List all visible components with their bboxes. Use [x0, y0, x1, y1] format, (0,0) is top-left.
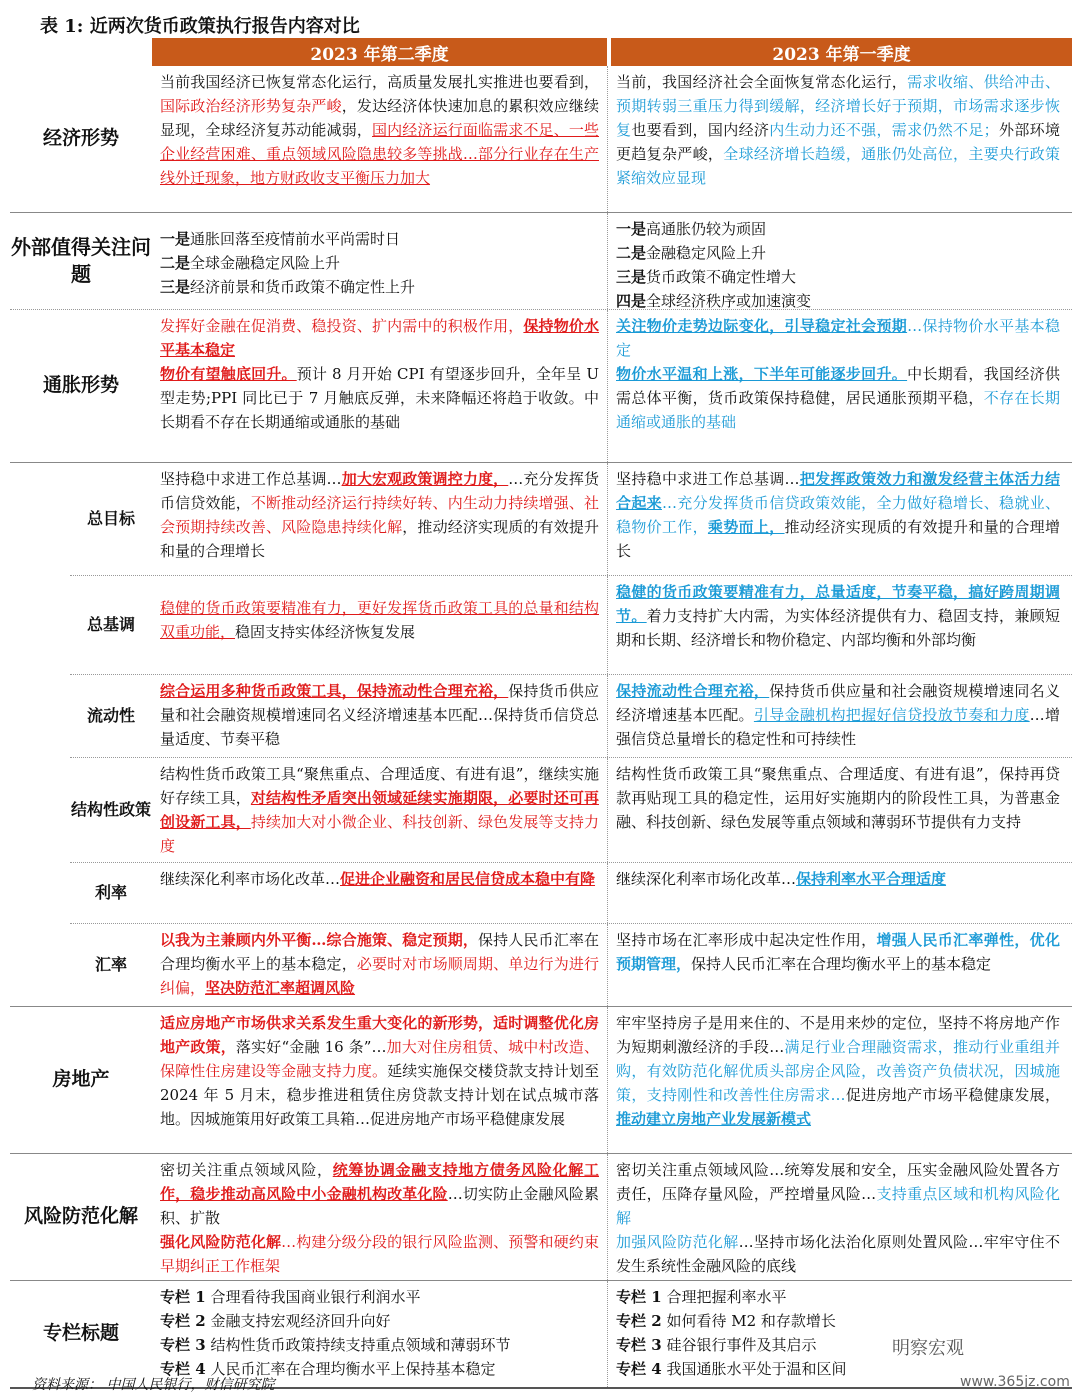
row-label: 总目标	[86, 508, 135, 528]
cell-q2	[152, 1281, 608, 1387]
text-segment: 内生动力还不强，需求仍然不足；	[769, 121, 999, 139]
cell-q2	[152, 675, 608, 757]
row-label: 专栏标题	[42, 1322, 119, 1345]
cell-q2	[152, 924, 608, 1006]
text-segment: 物价水平温和上涨，下半年可能逐步回升。	[616, 365, 908, 383]
row-external	[10, 213, 1072, 310]
text-segment: …增强信贷总量增长的稳定性和可持续性	[616, 706, 1060, 748]
text-segment: 促进房地产市场平稳健康发展，	[845, 1086, 1060, 1104]
list-item: 二是金融稳定风险上升	[616, 244, 767, 262]
table-header	[10, 38, 1072, 66]
row-structural	[70, 758, 1072, 863]
text-segment: 满足行业合理融资需求，推动行业重组并购，有效防范化解优质头部房企风险，改善资产负债状况，因城施策，支持刚性和改善性住房需求…	[616, 1038, 1060, 1104]
text-segment: 保持货币供应量和社会融资规模增速同名义经济增速基本匹配…保持货币信贷总量适度、节奏平稳	[160, 682, 599, 748]
cell-q1	[608, 1154, 1068, 1280]
cell-q2	[152, 66, 608, 212]
row-goal	[70, 463, 1072, 576]
text-segment: 关注物价走势边际变化，引导稳定社会预期	[616, 317, 908, 335]
text-segment: 结构性货币政策工具“聚焦重点、合理适度、有进有退”，继续实施好存续工具，	[160, 765, 599, 807]
text-segment: …切实防止金融风险累积、扩散	[160, 1185, 599, 1227]
text-segment: 强化风险防范化解	[160, 1233, 282, 1251]
cell-q1	[608, 675, 1068, 757]
text-segment: 当前，我国经济社会全面恢复常态化运行，	[616, 73, 908, 91]
list-item: 三是货币政策不确定性增大	[616, 268, 797, 286]
text-segment: …充分发挥货币信贷政策效能，全力做好稳增长、稳就业、稳物价工作，	[616, 494, 1060, 536]
row-tone	[70, 576, 1072, 675]
row-rate	[70, 863, 1072, 924]
cell-q2	[152, 1154, 608, 1280]
text-segment: 统筹协调金融支持地方债务风险化解工作，稳步推动高风险中小金融机构改革化险	[160, 1161, 599, 1203]
text-segment: 延续实施保交楼贷款支持计划至 2024 年 5 月末，稳步推进租赁住房贷款支持计划在试点城市落地。因城施策用好政策工具箱…促进房地产市场平稳健康发展	[160, 1062, 599, 1128]
text-segment: 预计 8 月开始 CPI 有望逐步回升，全年呈 U 型走势;PPI 同比已于 7 月触底反弹，未来降幅还将趋于收敛。中长期看不存在长期通缩或通胀的基础	[160, 365, 599, 431]
text-segment: 不断推动经济运行持续好转、内生动力持续增强、社会预期持续改善、风险隐患持续化解	[160, 494, 599, 536]
text-segment: 坚持稳中求进工作总基调…	[160, 470, 342, 488]
list-item: 一是通胀回落至疫情前水平尚需时日	[160, 230, 401, 248]
row-label: 流动性	[86, 705, 135, 725]
text-segment: 落实好“金融 16 条”…	[235, 1038, 387, 1056]
text-segment: 加大宏观政策调控力度，	[341, 470, 509, 488]
column-title: 专栏 2 金融支持宏观经济回升向好	[160, 1312, 391, 1330]
row-inflation	[10, 310, 1072, 463]
text-segment: 保持物价水平基本稳定	[160, 317, 599, 359]
text-segment: 促进企业融资和居民信贷成本稳中有降	[340, 870, 596, 888]
text-segment: 综合运用多种货币政策工具，保持流动性合理充裕，	[160, 682, 509, 700]
header-q1: 2023 年第一季度	[611, 38, 1072, 66]
column-title: 专栏 4 人民币汇率在合理均衡水平上保持基本稳定	[160, 1360, 496, 1378]
row-label: 汇率	[94, 954, 127, 974]
text-segment: 继续深化利率市场化改革…	[160, 870, 341, 888]
text-segment: 不存在长期通缩或通胀的基础	[616, 389, 1060, 431]
cell-q1	[608, 1281, 1068, 1387]
row-label: 外部值得关注问题	[11, 235, 151, 286]
cell-q2	[152, 576, 608, 674]
text-segment: 坚决防范汇率超调风险	[205, 979, 356, 997]
text-segment: 加强风险防范化解	[616, 1233, 739, 1251]
source-note: 资料来源： 中国人民银行，财信研究院	[32, 1377, 275, 1393]
cell-q1	[608, 758, 1068, 862]
cell-q2	[152, 310, 608, 462]
text-segment: 必要时对市场顺周期、单边行为进行纠偏，	[160, 955, 599, 997]
text-segment: 发挥好金融在促消费、稳投资、扩内需中的积极作用，	[160, 317, 524, 335]
text-segment: 乘势而上，	[707, 518, 785, 536]
text-segment: 加大对住房租赁、城中村改造、保障性住房建设等金融支持力度。	[160, 1038, 599, 1080]
text-segment: …充分发挥货币信贷效能，	[160, 470, 599, 512]
text-segment: 保持人民币汇率在合理均衡水平上的基本稳定	[691, 955, 992, 973]
text-segment: 推动经济实现质的有效提升和量的合理增长	[616, 518, 1060, 560]
text-segment: 坚持稳中求进工作总基调…	[616, 470, 800, 488]
watermark-logo: 明察宏观	[892, 1338, 964, 1359]
row-label: 利率	[94, 882, 127, 902]
text-segment: …构建分级分段的银行风险监测、预警和硬约束早期纠正工作框架	[160, 1233, 599, 1275]
watermark-url: www.365jz.com	[960, 1374, 1070, 1390]
row-risk	[10, 1154, 1072, 1281]
header-q2: 2023 年第二季度	[152, 38, 607, 66]
column-title: 专栏 4 我国通胀水平处于温和区间	[616, 1360, 847, 1378]
text-segment: 保持人民币汇率在合理均衡水平上的基本稳定，	[160, 931, 599, 973]
text-segment: 适应房地产市场供求关系发生重大变化的新形势，适时调整优化房地产政策，	[160, 1014, 599, 1056]
text-segment: 对结构性矛盾突出领域延续实施期限，必要时还可再创设新工具，	[160, 789, 599, 831]
cell-q1	[608, 66, 1068, 212]
row-label: 风险防范化解	[23, 1205, 138, 1228]
text-segment: 稳健的货币政策要精准有力，总量适度，节奏平稳，搞好跨周期调节。	[616, 583, 1060, 625]
cell-q1	[608, 924, 1068, 1006]
text-segment: 坚持市场在汇率形成中起决定性作用，	[616, 931, 877, 949]
text-segment: 保持流动性合理充裕，	[616, 682, 770, 700]
cell-q1	[608, 463, 1068, 575]
text-segment: 国内经济运行面临需求不足、一些企业经营困难、重点领域风险隐患较多等挑战…部分行业存在生产线外迁现象，地方财政收支平衡压力加大	[160, 121, 599, 187]
row-label: 总基调	[86, 614, 135, 634]
list-item: 二是全球金融稳定风险上升	[160, 254, 341, 272]
text-segment: 持续加大对小微企业、科技创新、绿色发展等支持力度	[160, 813, 599, 855]
text-segment: 把发挥政策效力和激发经营主体活力结合起来	[616, 470, 1060, 512]
text-segment: 全球经济增长趋缓，通胀仍处高位，主要央行政策紧缩效应显现	[616, 145, 1060, 187]
cell-q2	[152, 758, 608, 862]
text-segment: 稳健的货币政策要精准有力，更好发挥货币政策工具的总量和结构双重功能，	[160, 599, 599, 641]
text-segment: 支持重点区域和机构风险化解	[616, 1185, 1060, 1227]
text-segment: 牢牢坚持房子是用来住的、不是用来炒的定位，坚持不将房地产作为短期刺激经济的手段…	[616, 1014, 1060, 1056]
row-label: 经济形势	[42, 127, 119, 150]
cell-q1	[608, 213, 1068, 309]
text-segment: 推动建立房地产业发展新模式	[616, 1110, 812, 1128]
cell-q1	[608, 1007, 1068, 1153]
cell-q2	[152, 463, 608, 575]
column-title: 专栏 3 结构性货币政策持续支持重点领域和薄弱环节	[160, 1336, 511, 1354]
list-item: 三是经济前景和货币政策不确定性上升	[160, 278, 416, 296]
text-segment: ，发达经济体快速加息的累积效应继续显现，全球经济复苏动能减弱，	[160, 97, 599, 139]
column-title: 专栏 1 合理把握利率水平	[616, 1288, 787, 1306]
list-item: 一是高通胀仍较为顽固	[616, 220, 767, 238]
list-item: 四是全球经济秩序或加速演变	[616, 292, 812, 310]
text-segment: 当前我国经济已恢复常态化运行，高质量发展扎实推进也要看到，	[160, 73, 599, 91]
text-segment: 继续深化利率市场化改革…	[616, 870, 797, 888]
text-segment: 稳固支持实体经济恢复发展	[235, 623, 416, 641]
policy-group	[10, 463, 1072, 1007]
text-segment: 增强人民币汇率弹性，优化预期管理，	[616, 931, 1060, 973]
cell-q1	[608, 310, 1068, 462]
row-liquidity	[70, 675, 1072, 758]
group-label	[10, 463, 70, 1007]
text-segment: 以我为主兼顾内外平衡…综合施策、稳定预期，	[160, 931, 478, 949]
comparison-table	[10, 38, 1072, 1389]
text-segment: 保持货币供应量和社会融资规模增速同名义经济增速基本匹配。	[616, 682, 1060, 724]
text-segment: 外部环境更趋复杂严峻，	[616, 121, 1060, 163]
text-segment: …坚持市场化法治化原则处置风险…牢牢守住不发生系统性金融风险的底线	[616, 1233, 1060, 1275]
text-segment: 密切关注重点领域风险…统筹发展和安全，压实金融风险处置各方责任，压降存量风险，严控增量风险…	[616, 1161, 1060, 1203]
cell-q2	[152, 1007, 608, 1153]
cell-q2	[152, 213, 608, 309]
column-title: 专栏 2 如何看待 M2 和存款增长	[616, 1312, 836, 1330]
text-segment: 中长期看，我国经济供需总体平衡，货币政策保持稳健，居民通胀预期平稳，	[616, 365, 1060, 407]
row-property	[10, 1007, 1072, 1154]
text-segment: …保持物价水平基本稳定	[616, 317, 1060, 359]
row-economy	[10, 66, 1072, 213]
cell-q1	[608, 863, 1068, 923]
row-fx	[70, 924, 1072, 1007]
text-segment: 结构性货币政策工具“聚焦重点、合理适度、有进有退”，保持再贷款再贴现工具的稳定性，运用好实施期内的阶段性工具，为普惠金融、科技创新、绿色发展等重点领域和薄弱环节提供有力支持	[616, 765, 1060, 831]
text-segment: 着力支持扩大内需，为实体经济提供有力、稳固支持，兼顾短期和长期、经济增长和物价稳定、内部均衡和外部均衡	[616, 607, 1060, 649]
cell-q1	[608, 576, 1068, 674]
row-label: 通胀形势	[42, 374, 119, 397]
text-segment: ，推动经济实现质的有效提升和量的合理增长	[160, 518, 599, 560]
text-segment: 国际政治经济形势复杂严峻	[160, 97, 342, 115]
column-title: 专栏 3 硅谷银行事件及其启示	[616, 1336, 817, 1354]
cell-q2	[152, 863, 608, 923]
text-segment: 需求收缩、供给冲击、预期转弱三重压力得到缓解，经济增长好于预期，市场需求逐步恢复	[616, 73, 1060, 139]
text-segment: 物价有望触底回升。	[160, 365, 297, 383]
table-title: 表 1: 近两次货币政策执行报告内容对比	[40, 16, 360, 37]
column-title: 专栏 1 合理看待我国商业银行利润水平	[160, 1288, 421, 1306]
row-label: 房地产	[52, 1068, 110, 1091]
text-segment: 密切关注重点领域风险，	[160, 1161, 333, 1179]
text-segment: 也要看到，国内经济	[631, 121, 770, 139]
text-segment: 保持利率水平合理适度	[796, 870, 947, 888]
row-label: 结构性政策	[70, 799, 151, 819]
text-segment: 引导金融机构把握好信贷投放节奏和力度	[753, 706, 1030, 724]
